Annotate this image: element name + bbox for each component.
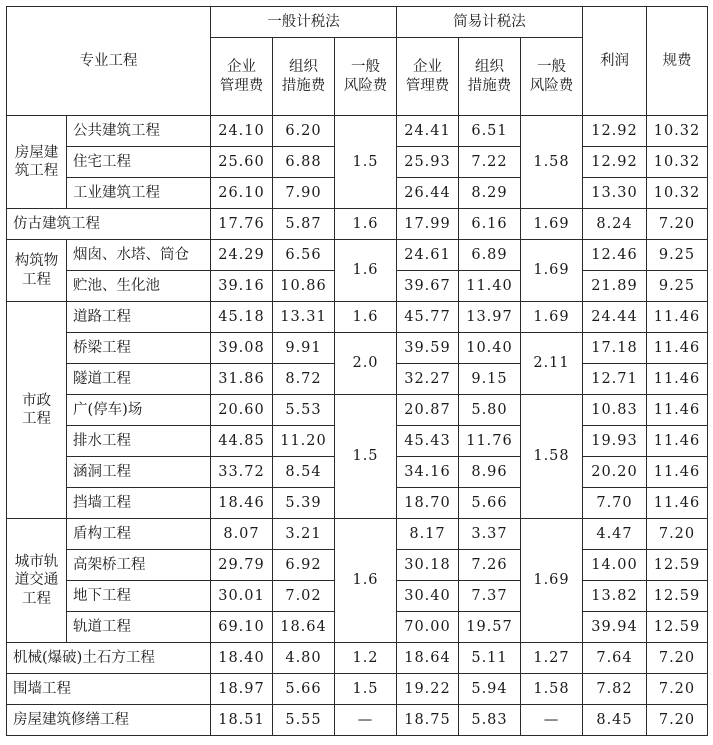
- g-measure-value: 5.87: [273, 209, 335, 240]
- s-mgmt-value: 18.64: [397, 643, 459, 674]
- reg-value: 11.46: [647, 302, 708, 333]
- row-name: 盾构工程: [67, 519, 211, 550]
- header-s-measure-l1: 组织: [475, 59, 504, 76]
- g-risk-value: 1.6: [335, 240, 397, 302]
- s-measure-value: 5.80: [459, 395, 521, 426]
- row-name: 工业建筑工程: [67, 178, 211, 209]
- header-s-mgmt-fee: [397, 38, 459, 116]
- g-measure-value: 6.88: [273, 147, 335, 178]
- s-measure-value: 6.51: [459, 116, 521, 147]
- g-mgmt-value: 17.76: [211, 209, 273, 240]
- reg-value: 12.59: [647, 612, 708, 643]
- g-measure-value: 7.90: [273, 178, 335, 209]
- g-mgmt-value: 18.51: [211, 705, 273, 736]
- profit-value: 21.89: [583, 271, 647, 302]
- row-name: 地下工程: [67, 581, 211, 612]
- row-name: 房屋建筑修缮工程: [7, 705, 211, 736]
- s-measure-value: 7.37: [459, 581, 521, 612]
- row-name: 涵洞工程: [67, 457, 211, 488]
- s-risk-value: 1.58: [521, 116, 583, 209]
- profit-value: 8.24: [583, 209, 647, 240]
- reg-value: 9.25: [647, 240, 708, 271]
- g-measure-value: 3.21: [273, 519, 335, 550]
- g-measure-value: 5.39: [273, 488, 335, 519]
- reg-value: 12.59: [647, 550, 708, 581]
- g-measure-value: 5.53: [273, 395, 335, 426]
- s-mgmt-value: 45.77: [397, 302, 459, 333]
- reg-value: 11.46: [647, 457, 708, 488]
- g-risk-value: 1.5: [335, 116, 397, 209]
- s-risk-value: 1.27: [521, 643, 583, 674]
- profit-value: 39.94: [583, 612, 647, 643]
- s-measure-value: 3.37: [459, 519, 521, 550]
- header-g-mgmt-l1: 企业: [227, 59, 256, 76]
- reg-value: 11.46: [647, 364, 708, 395]
- g-measure-value: 13.31: [273, 302, 335, 333]
- g-mgmt-value: 26.10: [211, 178, 273, 209]
- s-mgmt-value: 8.17: [397, 519, 459, 550]
- row-name: 桥梁工程: [67, 333, 211, 364]
- s-mgmt-value: 30.18: [397, 550, 459, 581]
- reg-value: 11.46: [647, 395, 708, 426]
- header-g-measure-l1: 组织: [289, 59, 318, 76]
- g-risk-value: 1.5: [335, 395, 397, 519]
- s-measure-value: 5.94: [459, 674, 521, 705]
- category-housing-l1: 房屋建: [14, 144, 59, 161]
- g-risk-value: 1.6: [335, 209, 397, 240]
- category-municipal-l1: 市政: [22, 392, 51, 409]
- s-measure-value: 10.40: [459, 333, 521, 364]
- g-measure-value: 5.55: [273, 705, 335, 736]
- s-mgmt-value: 26.44: [397, 178, 459, 209]
- s-risk-value: 2.11: [521, 333, 583, 395]
- profit-value: 14.00: [583, 550, 647, 581]
- row-name: 道路工程: [67, 302, 211, 333]
- profit-value: 13.30: [583, 178, 647, 209]
- g-mgmt-value: 18.97: [211, 674, 273, 705]
- s-risk-value: 1.58: [521, 674, 583, 705]
- header-g-mgmt-fee: [211, 38, 273, 116]
- profit-value: 12.92: [583, 116, 647, 147]
- reg-value: 12.59: [647, 581, 708, 612]
- header-s-measure-fee: [459, 38, 521, 116]
- profit-value: 13.82: [583, 581, 647, 612]
- row-name: 烟囱、水塔、筒仓: [67, 240, 211, 271]
- row-name: 高架桥工程: [67, 550, 211, 581]
- header-g-risk-fee: [335, 38, 397, 116]
- header-g-risk-l1: 一般: [351, 59, 380, 76]
- profit-value: 7.64: [583, 643, 647, 674]
- header-s-mgmt-l2: 管理费: [405, 77, 450, 94]
- g-measure-value: 10.86: [273, 271, 335, 302]
- header-s-risk-fee: [521, 38, 583, 116]
- s-measure-value: 8.29: [459, 178, 521, 209]
- row-name: 公共建筑工程: [67, 116, 211, 147]
- reg-value: 11.46: [647, 333, 708, 364]
- row-name: 轨道工程: [67, 612, 211, 643]
- s-risk-value: —: [521, 705, 583, 736]
- profit-value: 7.70: [583, 488, 647, 519]
- s-mgmt-value: 19.22: [397, 674, 459, 705]
- profit-value: 17.18: [583, 333, 647, 364]
- s-measure-value: 6.16: [459, 209, 521, 240]
- header-general-method: 一般计税法: [211, 7, 397, 38]
- reg-value: 7.20: [647, 519, 708, 550]
- s-measure-value: 11.40: [459, 271, 521, 302]
- g-mgmt-value: 24.10: [211, 116, 273, 147]
- profit-value: 24.44: [583, 302, 647, 333]
- s-measure-value: 11.76: [459, 426, 521, 457]
- s-risk-value: 1.69: [521, 519, 583, 643]
- s-risk-value: 1.69: [521, 209, 583, 240]
- g-mgmt-value: 20.60: [211, 395, 273, 426]
- reg-value: 9.25: [647, 271, 708, 302]
- profit-value: 12.92: [583, 147, 647, 178]
- s-measure-value: 7.22: [459, 147, 521, 178]
- g-measure-value: 6.20: [273, 116, 335, 147]
- s-measure-value: 9.15: [459, 364, 521, 395]
- g-measure-value: 8.54: [273, 457, 335, 488]
- row-name: 隧道工程: [67, 364, 211, 395]
- s-mgmt-value: 18.70: [397, 488, 459, 519]
- row-name: 挡墙工程: [67, 488, 211, 519]
- profit-value: 12.46: [583, 240, 647, 271]
- reg-value: 7.20: [647, 674, 708, 705]
- profit-value: 7.82: [583, 674, 647, 705]
- g-measure-value: 11.20: [273, 426, 335, 457]
- header-g-risk-l2: 风险费: [343, 77, 388, 94]
- profit-value: 20.20: [583, 457, 647, 488]
- g-risk-value: 1.6: [335, 519, 397, 643]
- g-mgmt-value: 45.18: [211, 302, 273, 333]
- row-name: 住宅工程: [67, 147, 211, 178]
- s-measure-value: 13.97: [459, 302, 521, 333]
- reg-value: 10.32: [647, 178, 708, 209]
- s-mgmt-value: 25.93: [397, 147, 459, 178]
- g-mgmt-value: 24.29: [211, 240, 273, 271]
- header-s-risk-l2: 风险费: [529, 77, 574, 94]
- row-name: 广(停车)场: [67, 395, 211, 426]
- row-name: 仿古建筑工程: [7, 209, 211, 240]
- g-measure-value: 6.56: [273, 240, 335, 271]
- g-measure-value: 5.66: [273, 674, 335, 705]
- reg-value: 7.20: [647, 209, 708, 240]
- fee-rate-table: [6, 6, 708, 736]
- g-measure-value: 8.72: [273, 364, 335, 395]
- category-housing-l2: 筑工程: [14, 163, 59, 179]
- g-mgmt-value: 18.40: [211, 643, 273, 674]
- category-structure-l1: 构筑物: [14, 253, 59, 270]
- g-risk-value: 1.5: [335, 674, 397, 705]
- reg-value: 10.32: [647, 147, 708, 178]
- header-g-measure-fee: [273, 38, 335, 116]
- category-structure-l2: 工程: [22, 271, 51, 288]
- category-rail-l1: 城市轨: [14, 554, 59, 571]
- profit-value: 12.71: [583, 364, 647, 395]
- row-name: 围墙工程: [7, 674, 211, 705]
- g-mgmt-value: 25.60: [211, 147, 273, 178]
- s-mgmt-value: 18.75: [397, 705, 459, 736]
- category-housing: [7, 116, 67, 209]
- profit-value: 8.45: [583, 705, 647, 736]
- category-rail-l3: 工程: [22, 590, 51, 607]
- g-measure-value: 9.91: [273, 333, 335, 364]
- g-measure-value: 18.64: [273, 612, 335, 643]
- s-mgmt-value: 45.43: [397, 426, 459, 457]
- g-mgmt-value: 30.01: [211, 581, 273, 612]
- g-risk-value: 1.2: [335, 643, 397, 674]
- header-regulatory: 规费: [647, 7, 708, 116]
- reg-value: 11.46: [647, 488, 708, 519]
- g-mgmt-value: 39.08: [211, 333, 273, 364]
- reg-value: 7.20: [647, 705, 708, 736]
- row-name: 排水工程: [67, 426, 211, 457]
- header-g-measure-l2: 措施费: [281, 77, 326, 94]
- header-s-mgmt-l1: 企业: [413, 59, 442, 76]
- g-risk-value: 1.6: [335, 302, 397, 333]
- s-mgmt-value: 24.41: [397, 116, 459, 147]
- category-rail-l2: 道交通: [14, 572, 59, 589]
- g-measure-value: 4.80: [273, 643, 335, 674]
- s-mgmt-value: 24.61: [397, 240, 459, 271]
- header-g-mgmt-l2: 管理费: [219, 77, 264, 94]
- s-mgmt-value: 39.59: [397, 333, 459, 364]
- g-mgmt-value: 31.86: [211, 364, 273, 395]
- g-mgmt-value: 39.16: [211, 271, 273, 302]
- s-mgmt-value: 34.16: [397, 457, 459, 488]
- g-mgmt-value: 29.79: [211, 550, 273, 581]
- s-mgmt-value: 32.27: [397, 364, 459, 395]
- g-mgmt-value: 44.85: [211, 426, 273, 457]
- s-mgmt-value: 17.99: [397, 209, 459, 240]
- s-mgmt-value: 30.40: [397, 581, 459, 612]
- g-risk-value: 2.0: [335, 333, 397, 395]
- g-mgmt-value: 8.07: [211, 519, 273, 550]
- profit-value: 4.47: [583, 519, 647, 550]
- s-risk-value: 1.69: [521, 240, 583, 302]
- category-rail-transit: [7, 519, 67, 643]
- s-mgmt-value: 70.00: [397, 612, 459, 643]
- g-risk-value: —: [335, 705, 397, 736]
- category-structure: [7, 240, 67, 302]
- s-measure-value: 5.66: [459, 488, 521, 519]
- header-s-risk-l1: 一般: [537, 59, 566, 76]
- profit-value: 19.93: [583, 426, 647, 457]
- header-major: 专业工程: [7, 7, 211, 116]
- g-mgmt-value: 18.46: [211, 488, 273, 519]
- s-measure-value: 5.11: [459, 643, 521, 674]
- s-measure-value: 7.26: [459, 550, 521, 581]
- s-mgmt-value: 20.87: [397, 395, 459, 426]
- s-measure-value: 19.57: [459, 612, 521, 643]
- s-risk-value: 1.58: [521, 395, 583, 519]
- row-name: 机械(爆破)土石方工程: [7, 643, 211, 674]
- reg-value: 10.32: [647, 116, 708, 147]
- row-name: 贮池、生化池: [67, 271, 211, 302]
- category-municipal: [7, 302, 67, 519]
- category-municipal-l2: 工程: [22, 411, 51, 427]
- header-s-measure-l2: 措施费: [467, 77, 512, 94]
- s-measure-value: 5.83: [459, 705, 521, 736]
- profit-value: 10.83: [583, 395, 647, 426]
- header-simple-method: 简易计税法: [397, 7, 583, 38]
- g-measure-value: 7.02: [273, 581, 335, 612]
- s-measure-value: 6.89: [459, 240, 521, 271]
- s-mgmt-value: 39.67: [397, 271, 459, 302]
- g-measure-value: 6.92: [273, 550, 335, 581]
- reg-value: 11.46: [647, 426, 708, 457]
- reg-value: 7.20: [647, 643, 708, 674]
- s-measure-value: 8.96: [459, 457, 521, 488]
- g-mgmt-value: 69.10: [211, 612, 273, 643]
- s-risk-value: 1.69: [521, 302, 583, 333]
- header-profit: 利润: [583, 7, 647, 116]
- g-mgmt-value: 33.72: [211, 457, 273, 488]
